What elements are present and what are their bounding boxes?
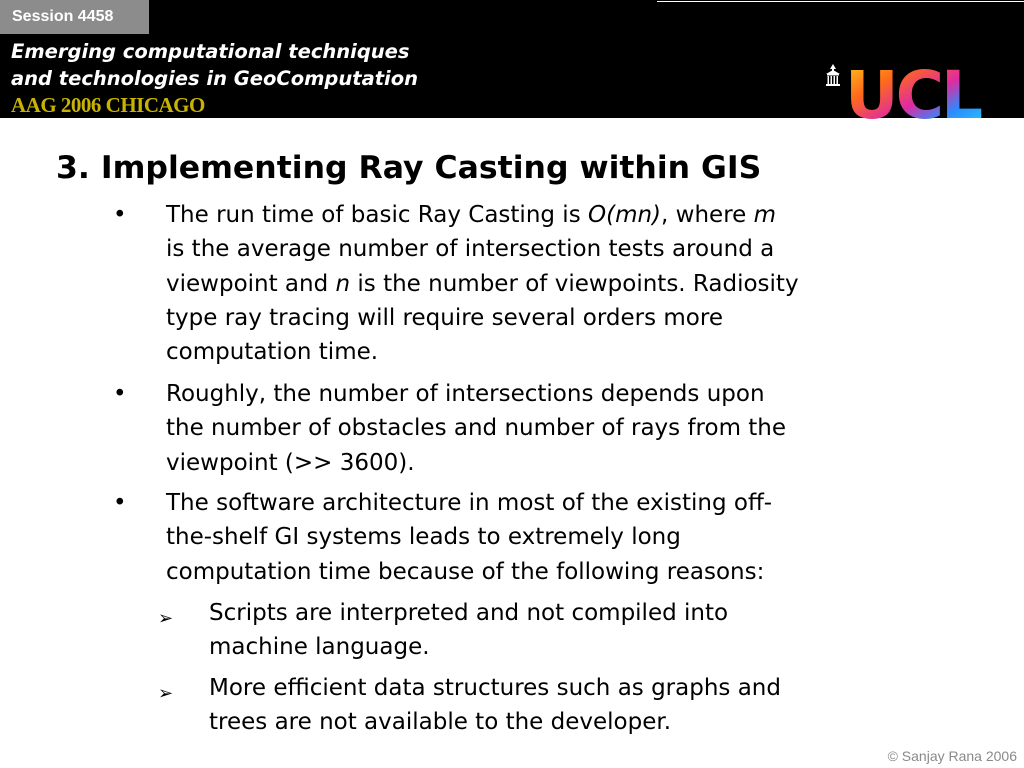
bullet-dot-icon: • [113,202,127,228]
text-run: computation time because of the following reasons: [166,558,765,585]
event-name: AAG 2006 CHICAGO [11,93,205,117]
text-line [166,411,786,445]
text-run: More efficient data structures such as graphs and [209,675,781,701]
bullet-text [209,596,728,665]
italic-term: O(mn) [588,202,662,228]
text-run: The software architecture in most of the existing off- [166,490,773,516]
text-run: machine language. [209,634,430,661]
slide-title: 3. Implementing Ray Casting within GIS [56,150,762,186]
text-line [209,705,781,739]
bullet-text [209,671,781,740]
arrow-bullet-icon: ➢ [158,608,174,629]
bullet-dot-icon: • [113,490,127,516]
text-line [166,486,772,520]
text-run: computation time. [166,339,379,366]
text-line [166,267,799,301]
text-line [166,335,799,369]
text-line [166,520,772,554]
text-line [166,446,786,480]
text-line [166,301,799,335]
copyright-footer: © Sanjay Rana 2006 [887,748,1017,764]
text-line [166,377,786,411]
conference-title-line1: Emerging computational techniques [11,40,410,63]
text-line [166,198,799,232]
logo-text: UCL [845,60,981,122]
bullet-text [166,377,786,480]
text-run: is the average number of intersection tests around a [166,236,775,263]
text-run: the number of obstacles and number of rays from the [166,415,787,442]
portico-icon [826,64,840,86]
bullet-text [166,486,772,589]
conference-title-line2: and technologies in GeoComputation [11,67,419,90]
text-run: the-shelf GI systems leads to extremely long [166,524,681,551]
bullet-dot-icon: • [113,381,127,407]
text-run: viewpoint (>> 3600). [166,449,415,476]
text-line [209,596,728,630]
text-run: trees are not available to the developer. [209,709,672,736]
conference-title [11,38,418,92]
text-run: type ray tracing will require several orders more [166,304,723,331]
text-run: is the number of viewpoints. Radiosity [350,270,799,297]
italic-term: n [335,270,351,297]
text-run: Scripts are interpreted and not compiled into [209,600,729,626]
text-run: viewpoint and [166,270,336,297]
italic-term: m [753,202,777,228]
text-run: The run time of basic Ray Casting is [166,202,588,228]
banner-rule [657,1,1024,2]
text-line [166,232,799,266]
text-run: Roughly, the number of intersections depends upon [166,381,765,407]
text-run: , where [661,202,754,228]
bullet-text [166,198,799,369]
text-line [166,555,772,589]
session-label: Session 4458 [0,0,149,34]
ucl-logo [823,60,993,122]
arrow-bullet-icon: ➢ [158,683,174,704]
text-line [209,671,781,705]
text-line [209,630,728,664]
